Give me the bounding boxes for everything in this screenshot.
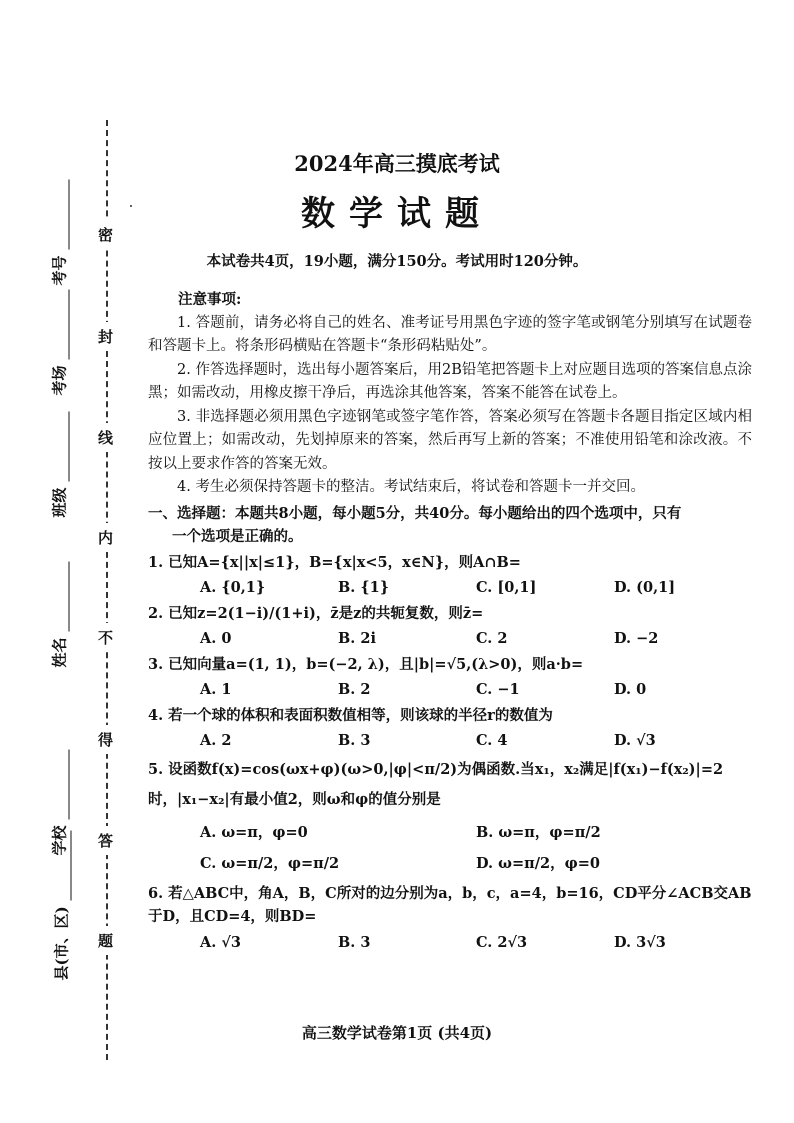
question-options xyxy=(200,729,752,753)
option: B. 3 xyxy=(338,933,371,951)
fill-line xyxy=(55,411,70,481)
option: A. {0,1} xyxy=(200,579,266,596)
margin-label: 县(市、区) xyxy=(52,906,71,981)
margin-label: 学校 xyxy=(50,825,69,856)
fill-line xyxy=(55,749,70,819)
option: A. 1 xyxy=(200,681,232,698)
question-stem: 4. 若一个球的体积和表面积数值相等，则该球的半径r的数值为 xyxy=(148,706,553,724)
option: D. 3√3 xyxy=(614,933,666,951)
question-options xyxy=(200,852,752,876)
option: A. 2 xyxy=(200,732,232,749)
option: C. [0,1] xyxy=(476,579,537,596)
margin-label: 考场 xyxy=(50,365,69,396)
question-stem: 5. 设函数f(x)=cos(ωx+φ)(ω>0,|φ|<π/2)为偶函数.当x₁，x₂满足|f(x₁)−f(x₂)|=2时，|x₁−x₂|有最小值2，则ω和φ的值分别是 xyxy=(148,760,724,808)
option: C. 4 xyxy=(476,732,508,749)
exam-content xyxy=(148,288,752,956)
note-item: 1. 答题前，请务必将自己的姓名、准考证号用黑色字迹的签字笔或钢笔分别填写在试题卷和答题卡上。将条形码横贴在答题卡“条形码粘贴处”。 xyxy=(148,314,752,354)
margin-field-name xyxy=(49,578,70,668)
exam-intro: 本试卷共4页，19小题，满分150分。考试用时120分钟。 xyxy=(206,253,588,270)
seal-char: 题 xyxy=(98,926,113,955)
seal-char: 答 xyxy=(98,826,113,855)
margin-field-class xyxy=(49,428,70,518)
question-options xyxy=(200,627,752,651)
question-stem: 2. 已知z=2(1−i)/(1+i)，z̄是z的共轭复数，则z̄= xyxy=(148,604,484,622)
option: B. 2i xyxy=(338,630,376,647)
question-stem: 6. 若△ABC中，角A，B，C所对的边分别为a，b，c，a=4，b=16，CD平分∠ACB交AB于D，且CD=4，则BD= xyxy=(148,884,752,925)
margin-field-exam-room xyxy=(49,306,70,396)
fill-line xyxy=(55,289,70,359)
fill-line xyxy=(55,561,70,631)
option: B. ω=π，φ=π/2 xyxy=(476,823,601,841)
option: D. −2 xyxy=(614,630,659,647)
option: A. ω=π，φ=0 xyxy=(200,823,308,841)
margin-label: 考号 xyxy=(50,255,69,286)
seal-char: 封 xyxy=(98,322,113,351)
option: D. (0,1] xyxy=(614,579,676,596)
option: D. 0 xyxy=(614,681,647,698)
option: B. 3 xyxy=(338,732,371,749)
question-options xyxy=(200,931,752,955)
option: A. √3 xyxy=(200,933,241,951)
option: C. 2√3 xyxy=(476,933,528,951)
margin-label: 姓名 xyxy=(50,637,69,668)
exam-title: 2024年高三摸底考试 xyxy=(294,151,500,176)
page-footer: 高三数学试卷第1页 (共4页) xyxy=(301,1024,493,1042)
subject-title: 数学试题 xyxy=(301,194,493,234)
question-options xyxy=(200,678,752,702)
fill-line xyxy=(57,830,72,900)
margin-field-county xyxy=(51,851,72,981)
question-stem: 3. 已知向量a=(1, 1)，b=(−2, λ)，且|b|=√5,(λ>0)，则a·b= xyxy=(148,655,584,673)
seal-char: 不 xyxy=(98,623,113,652)
seal-char: 密 xyxy=(98,220,113,249)
notes-heading: 注意事项: xyxy=(178,291,242,308)
question-options xyxy=(200,821,752,845)
note-item: 3. 非选择题必须用黑色字迹钢笔或签字笔作答，答案必须写在答题卡各题目指定区域内相应位置上；如需改动，先划掉原来的答案，然后再写上新的答案；不准使用铅笔和涂改液。不按以上要求作答的答案无效。 xyxy=(148,408,752,472)
seal-char: 内 xyxy=(98,523,113,552)
note-item: 4. 考生必须保持答题卡的整洁。考试结束后，将试卷和答题卡一并交回。 xyxy=(177,479,645,495)
option: D. √3 xyxy=(614,732,656,749)
section-title-cont: 一个选项是正确的。 xyxy=(172,528,303,545)
section-title: 一、选择题：本题共8小题，每小题5分，共40分。每小题给出的四个选项中，只有 xyxy=(148,504,682,522)
note-item: 2. 作答选择题时，选出每小题答案后，用2B铅笔把答题卡上对应题目选项的答案信息点涂黑；如需改动，用橡皮擦干净后，再选涂其他答案，答案不能答在试卷上。 xyxy=(148,361,752,401)
question-options xyxy=(200,576,752,600)
seal-char: 线 xyxy=(98,423,113,452)
option: C. 2 xyxy=(476,630,508,647)
option: C. ω=π/2，φ=π/2 xyxy=(200,855,340,872)
option: B. {1} xyxy=(338,579,390,596)
question-stem: 1. 已知A={x||x|≤1}，B={x|x<5，x∈N}，则A∩B= xyxy=(148,553,521,571)
option: C. −1 xyxy=(476,681,520,698)
option: A. 0 xyxy=(200,630,232,647)
option: D. ω=π/2，φ=0 xyxy=(476,855,600,872)
margin-label: 班级 xyxy=(50,487,69,518)
seal-char: 得 xyxy=(98,725,113,754)
option: B. 2 xyxy=(338,681,371,698)
